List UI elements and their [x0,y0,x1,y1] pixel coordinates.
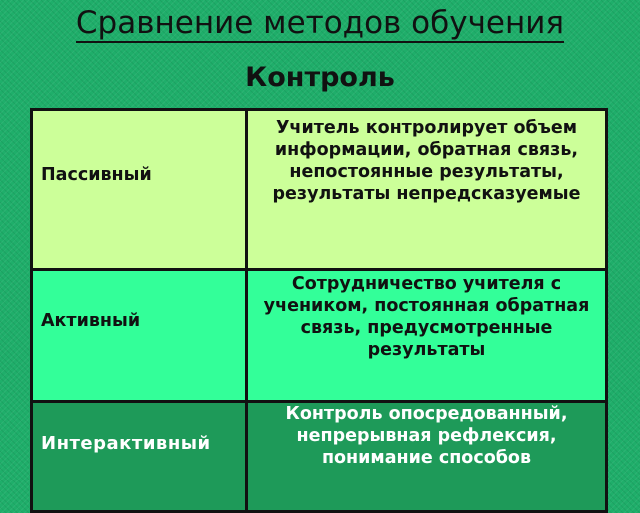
table-row-passive [32,110,607,270]
method-description-cell: Учитель контролирует объем информации, обратная связь, непостоянные результаты, результаты непредсказуемые [247,110,607,270]
method-description-cell: Сотрудничество учителя с учеником, постоянная обратная связь, предусмотренные результаты [247,270,607,402]
slide-subtitle: Контроль [245,62,395,93]
table-row-active [32,270,607,402]
method-name-cell: Интерактивный [32,402,247,512]
table-row-interactive [32,402,607,512]
slide-title [0,5,640,43]
method-name-cell: Пассивный [32,110,247,270]
method-description-cell: Контроль опосредованный, непрерывная рефлексия, понимание способов [247,402,607,512]
slide-title-text: Сравнение методов обучения [75,5,565,41]
method-name-cell: Активный [32,270,247,402]
methods-comparison-table [30,108,608,513]
